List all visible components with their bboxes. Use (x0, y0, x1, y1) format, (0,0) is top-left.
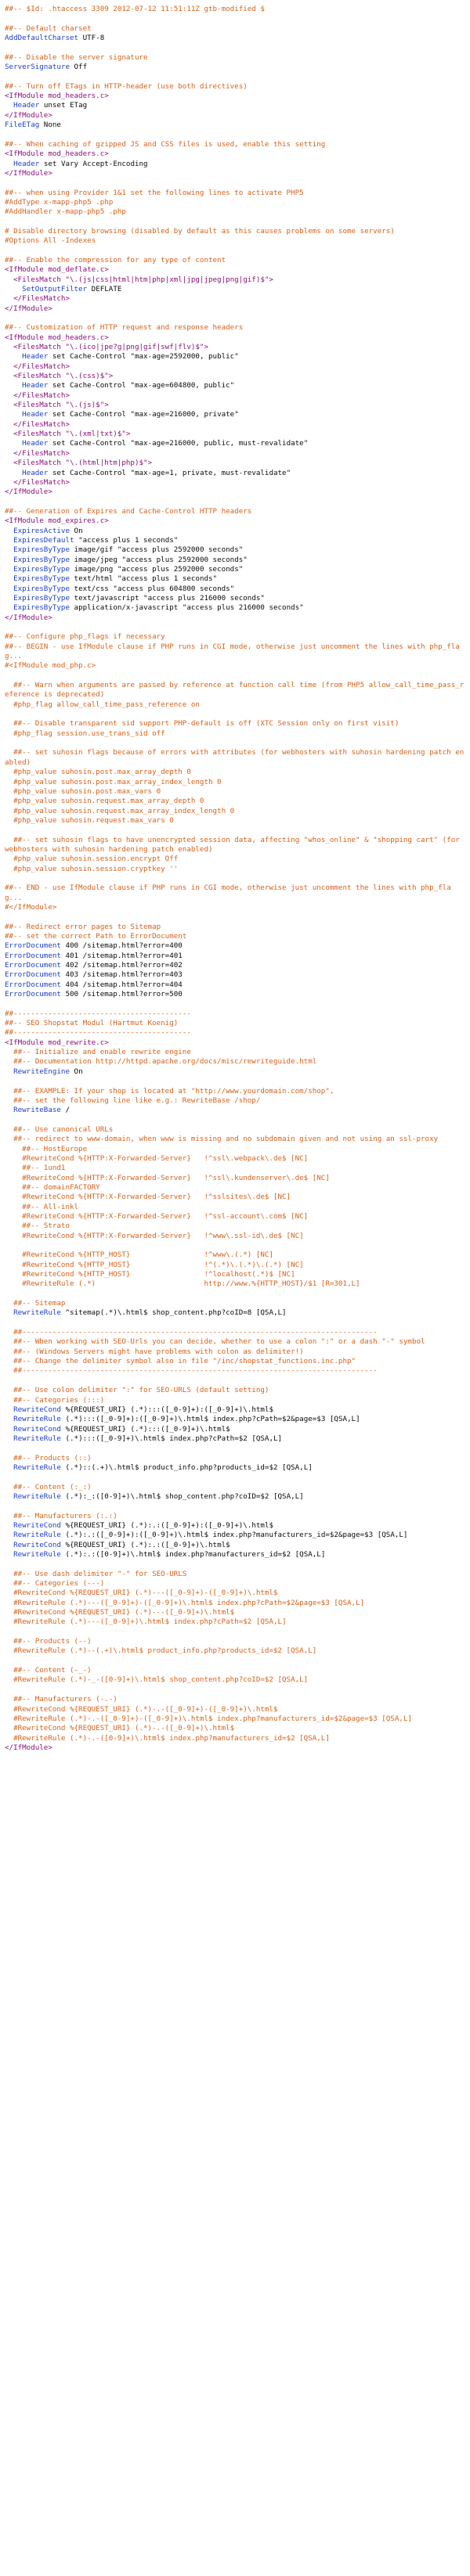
blank-line (5, 1290, 465, 1299)
code-line: <FilesMatch "\.(js)$"> (5, 401, 109, 410)
code-line: <IfModule mod_headers.c> (5, 333, 109, 342)
directive-arguments: (.*):.:([0-9]+)\.html$ index.php?manufacturers_id=$2 [QSA,L] (60, 1550, 326, 1559)
directive-arguments: application/x-javascript "access plus 216000 seconds" (70, 603, 304, 613)
directive-arguments: unset ETag (39, 101, 88, 110)
directive-keyword: ErrorDocument (5, 970, 61, 980)
directive-arguments: 400 /sitemap.html?error=400 (60, 941, 183, 951)
comment-line: #php_flag session.use_trans_sid off (5, 729, 165, 738)
code-line (5, 594, 465, 603)
comment-line: ##-- Products (--) (5, 1637, 92, 1646)
code-line (5, 980, 465, 990)
comment-line: #RewriteRule (.*)---([_0-9]+)\.html$ index.php?cPath=$2 [QSA,L] (5, 1617, 287, 1627)
blank-line (5, 1473, 465, 1482)
blank-line (5, 1116, 465, 1125)
comment-line: ##-- Content (-_-) (5, 1666, 92, 1675)
comment-line: #php_value suhosin.request.max_array_depth 0 (5, 797, 204, 806)
directive-arguments: DEFLATE (87, 284, 122, 293)
directive-arguments: Off (69, 63, 88, 72)
blank-line (5, 912, 465, 922)
blank-line (5, 1657, 465, 1666)
blank-line (5, 498, 465, 507)
directive-keyword: FileETag (5, 121, 40, 130)
blank-line (5, 826, 465, 835)
comment-line: #RewriteRule (.*)-.-([0-9]+)\.html$ index.php?manufacturers_id=$2 [QSA,L] (5, 1733, 330, 1743)
comment-line: #RewriteCond %{REQUEST_URI} (.*)---([_0-9]+)\.html$ (5, 1608, 235, 1617)
directive-arguments: 402 /sitemap.html?error=402 (60, 961, 183, 970)
comment-line: #RewriteRule (.*)-_-([0-9]+)\.html$ shop_content.php?coID=$2 [QSA,L] (5, 1675, 309, 1685)
comment-line: #RewriteRule (.*)-.-([_0-9]+)-([_0-9]+)\.html$ index.php?manufacturers_id=$2&page=$3 [QSA,L] (5, 1714, 412, 1723)
comment-line: ##-- Initialize and enable rewrite engine (5, 1048, 191, 1057)
directive-keyword: ErrorDocument (5, 990, 61, 999)
code-line (5, 1531, 465, 1540)
blank-line (5, 1686, 465, 1695)
comment-line: ##-- Categories (:::) (5, 1395, 105, 1405)
blank-line (5, 623, 465, 632)
directive-arguments: 401 /sitemap.html?error=401 (60, 951, 183, 960)
comment-line: ##-- Documentation http://httpd.apache.org/docs/misc/rewriteguide.html (5, 1057, 317, 1067)
directive-arguments: text/html "access plus 1 seconds" (70, 574, 218, 584)
comment-line: ##-- when using Provider 1&1 set the following lines to activate PHP5 (5, 188, 304, 197)
comment-line: #AddType x-mapp-php5 .php (5, 197, 114, 207)
directive-keyword: RewriteRule (13, 1434, 61, 1443)
directive-arguments: text/javascript "access plus 216000 seconds" (70, 593, 265, 603)
blank-line (5, 1628, 465, 1637)
directive-keyword: ExpiresByType (13, 564, 70, 574)
code-line (5, 565, 465, 574)
directive-arguments: 403 /sitemap.html?error=403 (60, 970, 183, 980)
code-line (5, 285, 465, 294)
code-line (5, 556, 465, 565)
blank-line (5, 671, 465, 681)
directive-arguments: text/css "access plus 604800 seconds" (70, 584, 235, 593)
comment-line: # Disable directory browsing (disabled by default as this causes problems on some servers) (5, 226, 395, 236)
code-line: <FilesMatch "\.(js|css|html|htm|php|xml|jpg|jpeg|png|gif)$"> (5, 275, 273, 284)
directive-arguments: set Cache-Control "max-age=216000, public, must-revalidate" (48, 439, 309, 448)
code-line (5, 34, 465, 43)
directive-keyword: RewriteCond (13, 1424, 61, 1434)
comment-line: ##-- redirect to www-domain, when www is missing and no subdomain given and not using an ssl-proxy (5, 1135, 439, 1144)
comment-line: ##-- set the correct Path to ErrorDocument (5, 932, 187, 941)
comment-line: ##-- Strato (5, 1221, 70, 1231)
comment-line: ##-- Use colon delimiter ":" for SEO-URLS (default setting) (5, 1386, 269, 1395)
directive-keyword: Header (22, 381, 49, 390)
directive-arguments: UTF-8 (78, 34, 105, 43)
comment-line: #Options All -Indexes (5, 236, 96, 246)
blank-line (5, 1241, 465, 1250)
code-line (5, 352, 465, 362)
directive-arguments: image/png "access plus 2592000 seconds" (70, 564, 244, 574)
comment-line: #php_value suhosin.session.encrypt Off (5, 854, 179, 864)
blank-line (5, 178, 465, 188)
directive-keyword: RewriteRule (13, 1415, 61, 1424)
comment-line: #php_value suhosin.post.max_array_index_length 0 (5, 777, 222, 786)
comment-line: ##-- Use canonical URLs (5, 1124, 114, 1134)
code-line: <IfModule mod_expires.c> (5, 516, 109, 526)
code-line (5, 585, 465, 594)
comment-line: ##-- When working with SEO-Urls you can decide, whether to use a colon ":" or a dash "-" symbol (5, 1337, 425, 1347)
comment-line: ##-- Redirect error pages to Sitemap (5, 922, 161, 931)
directive-arguments: set Cache-Control "max-age=604800, public" (48, 381, 235, 390)
code-line: </IfModule> (5, 168, 52, 178)
code-line (5, 439, 465, 448)
comment-line: ##-- Configure php_flags if necessary (5, 632, 165, 642)
comment-line: ##-- EXAMPLE: If your shop is located at "http://www.yourdomain.com/shop", (5, 1086, 334, 1096)
code-line: </FilesMatch> (5, 294, 70, 304)
directive-keyword: RewriteEngine (13, 1067, 70, 1076)
comment-line: ##-- set the following line like e.g.: RewriteBase /shop/ (5, 1096, 261, 1105)
code-line (5, 1550, 465, 1560)
code-line (5, 1541, 465, 1550)
directive-arguments: (.*):::([_0-9]+):([_0-9]+)\.html$ index.php?cPath=$2&page=$3 [QSA,L] (60, 1415, 360, 1424)
comment-line: ##-- All-inkl (5, 1202, 79, 1211)
code-line (5, 1463, 465, 1473)
comment-line: #RewriteCond %{HTTP:X-Forwarded-Server} !^ssl\.webpack\.de$ [NC] (5, 1153, 309, 1163)
comment-line: #RewriteCond %{HTTP:X-Forwarded-Server} !^ssl-account\.com$ [NC] (5, 1211, 309, 1221)
code-line (5, 1405, 465, 1415)
blank-line (5, 1077, 465, 1086)
directive-keyword: Header (13, 101, 40, 110)
blank-line (5, 246, 465, 256)
directive-arguments: set Cache-Control "max-age=216000, private" (48, 410, 239, 419)
code-line (5, 961, 465, 970)
code-line (5, 545, 465, 555)
comment-line: #RewriteCond %{HTTP:X-Forwarded-Server} !^sslsites\.de$ [NC] (5, 1193, 291, 1202)
code-line: </FilesMatch> (5, 362, 70, 371)
directive-keyword: ServerSignature (5, 63, 70, 72)
code-line: </IfModule> (5, 1743, 52, 1752)
comment-line: #RewriteRule (.*)--(.+)\.html$ product_info.php?products_id=$2 [QSA,L] (5, 1646, 317, 1656)
code-line (5, 970, 465, 980)
comment-line: ##-- set suhosin flags to have unencrypted session data, affecting "whos_online" & "shopping cart" (for webhosters with suhosin hardening patch enabled) (5, 835, 465, 854)
directive-keyword: ExpiresByType (13, 584, 70, 593)
code-line (5, 603, 465, 613)
blank-line (5, 43, 465, 52)
comment-line: #RewriteRule (.*) http://www.%{HTTP_HOST}/$1 [R=301,L] (5, 1279, 360, 1289)
code-line (5, 63, 465, 72)
comment-line: ##-- When caching of gzipped JS and CSS files is used, enable this setting (5, 139, 326, 149)
comment-line: ##-- Change the delimiter symbol also in file "/inc/shopstat_functions.inc.php" (5, 1357, 356, 1366)
comment-line: ##-- HostEurope (5, 1144, 88, 1153)
comment-line: ##----------------------------------------- (5, 1028, 191, 1038)
directive-arguments: 404 /sitemap.html?error=404 (60, 980, 183, 989)
comment-line: ##-- set suhosin flags because of errors with attributes (for webhosters with suhosin hardening patch enabled) (5, 748, 465, 767)
code-line (5, 1106, 465, 1115)
blank-line (5, 1376, 465, 1386)
code-line: <IfModule mod_deflate.c> (5, 265, 109, 275)
directive-keyword: ExpiresByType (13, 574, 70, 584)
directive-arguments: set Vary Accept-Encoding (39, 159, 148, 168)
directive-keyword: RewriteRule (13, 1531, 61, 1540)
comment-line: ##-- Manufacturers (-.-) (5, 1695, 118, 1704)
code-line (5, 574, 465, 584)
code-line (5, 121, 465, 130)
directive-arguments: None (39, 121, 61, 130)
comment-line: #RewriteCond %{REQUEST_URI} (.*)-.-([_0-9]+)-([_0-9]+)\.html$ (5, 1704, 278, 1714)
code-line (5, 410, 465, 419)
comment-line: #RewriteCond %{REQUEST_URI} (.*)-.-([_0-9]+)\.html$ (5, 1724, 235, 1733)
code-line (5, 1415, 465, 1424)
comment-line: ##-- Enable the compression for any type of content (5, 255, 226, 264)
comment-line: ##-- Products (::) (5, 1453, 92, 1462)
comment-line: ##-- Default charset (5, 23, 92, 33)
directive-keyword: RewriteRule (13, 1308, 61, 1318)
comment-line: ##-- BEGIN - use IfModule clause if PHP runs in CGI mode, otherwise just uncomment the lines with php_flag... (5, 642, 460, 661)
directive-arguments: On (70, 1067, 83, 1076)
directive-arguments: ^sitemap(.*)\.html$ shop_content.php?coID=8 [QSA,L] (60, 1308, 287, 1318)
directive-keyword: ExpiresDefault (13, 535, 74, 545)
comment-line: #php_value suhosin.request.max_vars 0 (5, 815, 174, 825)
blank-line (5, 874, 465, 883)
blank-line (5, 130, 465, 139)
comment-line: ##-- Disable the server signature (5, 52, 148, 62)
comment-line: ##-- 1und1 (5, 1164, 66, 1173)
comment-line: #RewriteRule (.*)---([_0-9]+)-([_0-9]+)\.html$ index.php?cPath=$2&page=$3 [QSA,L] (5, 1598, 365, 1607)
directive-arguments: set Cache-Control "max-age=2592000, public" (48, 352, 239, 362)
directive-arguments: "access plus 1 seconds" (74, 535, 179, 545)
directive-keyword: SetOutputFilter (22, 284, 88, 293)
directive-keyword: Header (22, 439, 49, 448)
code-line: </FilesMatch> (5, 390, 70, 400)
comment-line: #php_value suhosin.request.max_array_index_length 0 (5, 806, 235, 815)
code-line (5, 527, 465, 536)
directive-arguments: set Cache-Control "max-age=1, private, must-revalidate" (48, 468, 291, 477)
comment-line: #RewriteCond %{HTTP:X-Forwarded-Server} !^ssl\.kundenserver\.de$ [NC] (5, 1173, 330, 1182)
comment-line: ##-- Use dash delimiter "-" for SEO-URLS (5, 1569, 187, 1578)
comment-line: ##-- Sitemap (5, 1299, 66, 1308)
comment-line: ##-- SEO Shopstat Modul (Hartmut Koenig) (5, 1019, 179, 1028)
directive-keyword: Header (13, 159, 40, 168)
comment-line: #php_value suhosin.session.cryptkey '' (5, 864, 179, 873)
directive-keyword: ExpiresByType (13, 545, 70, 555)
comment-line: #RewriteCond %{HTTP:X-Forwarded-Server} !^www\.ssl-id\.de$ [NC] (5, 1231, 304, 1240)
comment-line: ##-- Turn off ETags in HTTP-header (use both directives) (5, 81, 248, 91)
blank-line (5, 1444, 465, 1453)
comment-line: #</IfModule> (5, 902, 57, 912)
directive-arguments: %{REQUEST_URI} (.*):::([_0-9]+)\.html$ (60, 1424, 230, 1434)
directive-keyword: RewriteCond (13, 1540, 61, 1549)
code-line (5, 101, 465, 110)
directive-arguments: (.*):::([_0-9]+)\.html$ index.php?cPath=$2 [QSA,L] (60, 1434, 283, 1443)
blank-line (5, 1319, 465, 1328)
directive-keyword: Header (22, 468, 49, 477)
code-line (5, 1308, 465, 1318)
comment-line: ##-- domainFACTORY (5, 1182, 100, 1192)
comment-line: ##-- Customization of HTTP request and response headers (5, 323, 244, 333)
code-line: <FilesMatch "\.(css)$"> (5, 372, 114, 381)
blank-line (5, 72, 465, 81)
blank-line (5, 314, 465, 323)
directive-arguments: %{REQUEST_URI} (.*):.:([_0-9]+)\.html$ (60, 1540, 230, 1549)
blank-line (5, 710, 465, 719)
directive-keyword: ExpiresByType (13, 603, 70, 613)
code-line (5, 990, 465, 999)
comment-line: ##-- Manufacturers (:.:) (5, 1511, 118, 1520)
comment-line: #RewriteCond %{HTTP_HOST} !^www\.(.*) [NC] (5, 1250, 273, 1260)
comment-line: #php_value suhosin.post.max_array_depth 0 (5, 768, 191, 777)
directive-arguments: %{REQUEST_URI} (.*):::([_0-9]+):([_0-9]+)\.html$ (60, 1405, 273, 1414)
code-line (5, 1492, 465, 1502)
comment-line: ##-- $Id: .htaccess 3309 2012-07-12 11:51:11Z gtb-modified $ (5, 5, 265, 13)
code-line (5, 469, 465, 478)
comment-line: ##-- Disable transparent sid support PHP-default is off (XTC Session only on first visit) (5, 719, 400, 729)
code-line (5, 941, 465, 951)
code-line (5, 536, 465, 545)
code-line: <FilesMatch "\.(html|htm|php)$"> (5, 459, 153, 468)
directive-keyword: RewriteRule (13, 1462, 61, 1472)
comment-line: #RewriteCond %{HTTP_HOST} !^(.*)\.(.*)\.(.*) [NC] (5, 1260, 304, 1269)
directive-keyword: AddDefaultCharset (5, 34, 79, 43)
directive-keyword: RewriteRule (13, 1491, 61, 1501)
comment-line: #AddHandler x-mapp-php5 .php (5, 207, 126, 217)
comment-line: ##---------------------------------------------------------------------------------- (5, 1328, 378, 1337)
directive-arguments: / (60, 1106, 70, 1115)
code-line: </IfModule> (5, 487, 52, 497)
directive-arguments: 500 /sitemap.html?error=500 (60, 990, 183, 999)
comment-line: ##-- Categories (---) (5, 1579, 105, 1588)
comment-line: #RewriteCond %{REQUEST_URI} (.*)---([_0-9]+)-([_0-9]+)\.html$ (5, 1588, 278, 1598)
comment-line: ##-- Generation of Expires and Cache-Control HTTP headers (5, 506, 252, 516)
directive-keyword: ErrorDocument (5, 941, 61, 951)
directive-keyword: RewriteCond (13, 1405, 61, 1414)
directive-arguments: image/jpeg "access plus 2592000 seconds" (70, 555, 248, 564)
directive-arguments: (.*):.:([_0-9]+):([_0-9]+)\.html$ index.php?manufacturers_id=$2&page=$3 [QSA,L] (60, 1531, 408, 1540)
code-line (5, 1521, 465, 1531)
code-line: </IfModule> (5, 613, 52, 622)
directive-arguments: %{REQUEST_URI} (.*):.:([_0-9]+):([_0-9]+)\.html$ (60, 1520, 273, 1530)
code-line: <IfModule mod_headers.c> (5, 92, 109, 101)
comment-line: ##----------------------------------------- (5, 1009, 191, 1018)
blank-line (5, 218, 465, 227)
code-line (5, 381, 465, 390)
code-line: </FilesMatch> (5, 477, 70, 487)
directive-arguments: (.*)::(.+)\.html$ product_info.php?products_id=$2 [QSA,L] (60, 1462, 313, 1472)
comment-line: ##-- (Windows Servers might have problems with colon as delimiter!) (5, 1347, 304, 1356)
directive-keyword: ErrorDocument (5, 951, 61, 960)
directive-arguments: On (70, 526, 83, 535)
directive-keyword: Header (22, 352, 49, 362)
directive-keyword: ErrorDocument (5, 961, 61, 970)
code-line (5, 160, 465, 169)
blank-line (5, 739, 465, 748)
comment-line: ##-- Content (:_:) (5, 1482, 92, 1491)
comment-line: #RewriteCond %{HTTP_HOST} !^localhost(.*)$ [NC] (5, 1270, 295, 1279)
comment-line: ##-- Warn when arguments are passed by reference at function call time (from PHP5 allow_call_time_pass_reference is deprecated) (5, 681, 465, 700)
comment-line: #php_flag allow_call_time_pass_reference on (5, 700, 200, 709)
code-line (5, 952, 465, 961)
blank-line (5, 1560, 465, 1569)
code-line: <IfModule mod_rewrite.c> (5, 1038, 109, 1047)
directive-keyword: ErrorDocument (5, 980, 61, 989)
blank-line (5, 14, 465, 23)
code-line: <IfModule mod_headers.c> (5, 149, 109, 159)
comment-line: ##-- END - use IfModule clause if PHP runs in CGI mode, otherwise just uncomment the lines with php_flag... (5, 883, 451, 902)
code-line: <FilesMatch "\.(xml|txt)$"> (5, 430, 131, 439)
directive-keyword: ExpiresActive (13, 526, 70, 535)
directive-arguments: (.*):_:([0-9]+)\.html$ shop_content.php?coID=$2 [QSA,L] (60, 1491, 304, 1501)
comment-line: #<IfModule mod_php.c> (5, 661, 96, 671)
directive-keyword: ExpiresByType (13, 593, 70, 603)
code-line: </FilesMatch> (5, 419, 70, 429)
comment-line: ##---------------------------------------------------------------------------------- (5, 1366, 378, 1376)
code-line: </FilesMatch> (5, 448, 70, 458)
directive-keyword: ExpiresByType (13, 555, 70, 564)
code-line (5, 1425, 465, 1434)
directive-keyword: RewriteBase (13, 1106, 61, 1115)
directive-keyword: Header (22, 410, 49, 419)
code-line: </IfModule> (5, 304, 52, 313)
blank-line (5, 1502, 465, 1511)
directive-arguments: image/gif "access plus 2592000 seconds" (70, 545, 244, 555)
code-line (5, 1434, 465, 1444)
code-line: <FilesMatch "\.(ico|jpe?g|png|gif|swf|flv)$"> (5, 343, 208, 352)
code-line (5, 1067, 465, 1077)
code-line: </IfModule> (5, 110, 52, 120)
directive-keyword: RewriteCond (13, 1520, 61, 1530)
blank-line (5, 999, 465, 1009)
comment-line: #php_value suhosin.post.max_vars 0 (5, 786, 161, 796)
directive-keyword: RewriteRule (13, 1550, 61, 1559)
